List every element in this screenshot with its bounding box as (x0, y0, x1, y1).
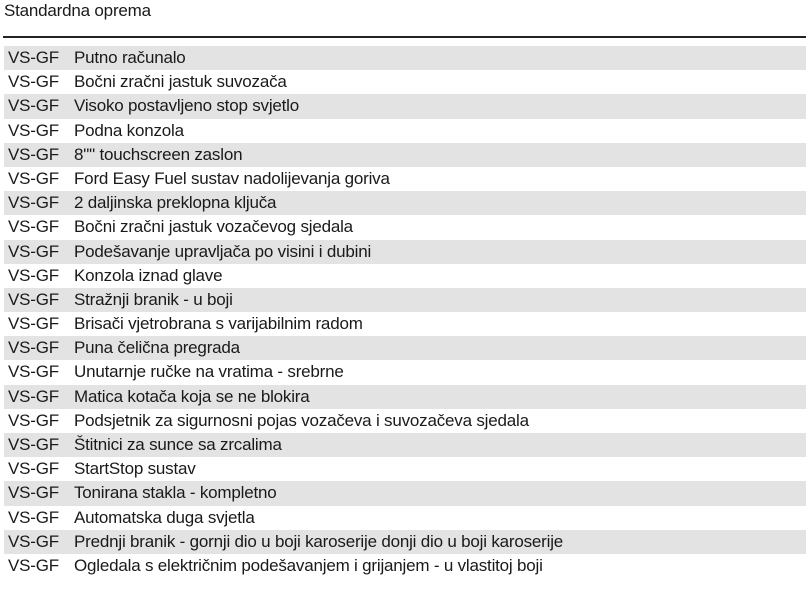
equipment-code: VS-GF (8, 168, 59, 188)
list-item (4, 119, 806, 143)
list-item (4, 481, 806, 505)
equipment-description: Štitnici za sunce sa zrcalima (74, 435, 282, 454)
equipment-description: Ogledala s električnim podešavanjem i grijanjem - u vlastitoj boji (74, 555, 543, 575)
equipment-description: Podešavanje upravljača po visini i dubini (74, 241, 372, 261)
equipment-code: VS-GF (8, 531, 59, 551)
equipment-description: Prednji branik - gornji dio u boji karoserije donji dio u boji karoserije (74, 531, 564, 551)
equipment-description: Putno računalo (74, 48, 186, 67)
list-item (4, 506, 806, 530)
equipment-description: Podna konzola (74, 120, 184, 140)
list-item (4, 457, 806, 481)
equipment-description: Tonirana stakla - kompletno (74, 483, 277, 503)
equipment-code: VS-GF (8, 96, 59, 116)
equipment-code: VS-GF (8, 144, 59, 164)
title-divider (3, 36, 806, 38)
list-item (4, 167, 806, 191)
equipment-description: Puna čelična pregrada (74, 338, 240, 358)
equipment-code: VS-GF (8, 48, 59, 67)
equipment-description: Bočni zračni jastuk suvozača (74, 72, 287, 92)
equipment-code: VS-GF (8, 193, 59, 213)
equipment-code: VS-GF (8, 289, 59, 309)
list-item (4, 409, 806, 433)
list-item (4, 433, 806, 457)
equipment-code: VS-GF (8, 120, 59, 140)
list-item (4, 70, 806, 94)
list-item (4, 530, 806, 554)
list-item (4, 264, 806, 288)
equipment-code: VS-GF (8, 314, 59, 334)
list-item (4, 143, 806, 167)
equipment-description: Brisači vjetrobrana s varijabilnim radom (74, 314, 363, 334)
list-item (4, 554, 806, 578)
equipment-code: VS-GF (8, 217, 59, 237)
list-item (4, 312, 806, 336)
equipment-description: Automatska duga svjetla (74, 507, 255, 527)
equipment-code: VS-GF (8, 435, 59, 454)
equipment-description: Matica kotača koja se ne blokira (74, 386, 310, 406)
equipment-description: Podsjetnik za sigurnosni pojas vozačeva i suvozačeva sjedala (74, 410, 529, 430)
equipment-description: 2 daljinska preklopna ključa (74, 193, 277, 213)
page-title: Standardna oprema (4, 1, 151, 20)
equipment-code: VS-GF (8, 410, 59, 430)
equipment-code: VS-GF (8, 386, 59, 406)
equipment-code: VS-GF (8, 338, 59, 358)
equipment-code: VS-GF (8, 507, 59, 527)
list-item (4, 46, 806, 70)
equipment-code: VS-GF (8, 555, 59, 575)
equipment-code: VS-GF (8, 241, 59, 261)
equipment-code: VS-GF (8, 459, 59, 479)
list-item (4, 360, 806, 384)
equipment-description: Unutarnje ručke na vratima - srebrne (74, 362, 344, 382)
equipment-description: 8"" touchscreen zaslon (74, 144, 243, 164)
list-item (4, 94, 806, 118)
equipment-list (4, 46, 806, 578)
list-item (4, 288, 806, 312)
list-item (4, 215, 806, 239)
equipment-code: VS-GF (8, 265, 59, 285)
equipment-description: Bočni zračni jastuk vozačevog sjedala (74, 217, 353, 237)
equipment-description: Stražnji branik - u boji (74, 289, 233, 309)
equipment-code: VS-GF (8, 72, 59, 92)
list-item (4, 336, 806, 360)
equipment-description: Visoko postavljeno stop svjetlo (74, 96, 300, 116)
equipment-code: VS-GF (8, 362, 59, 382)
equipment-description: StartStop sustav (74, 459, 196, 479)
list-item (4, 191, 806, 215)
list-item (4, 240, 806, 264)
equipment-description: Konzola iznad glave (74, 265, 223, 285)
equipment-description: Ford Easy Fuel sustav nadolijevanja goriva (74, 168, 390, 188)
list-item (4, 385, 806, 409)
equipment-code: VS-GF (8, 483, 59, 503)
